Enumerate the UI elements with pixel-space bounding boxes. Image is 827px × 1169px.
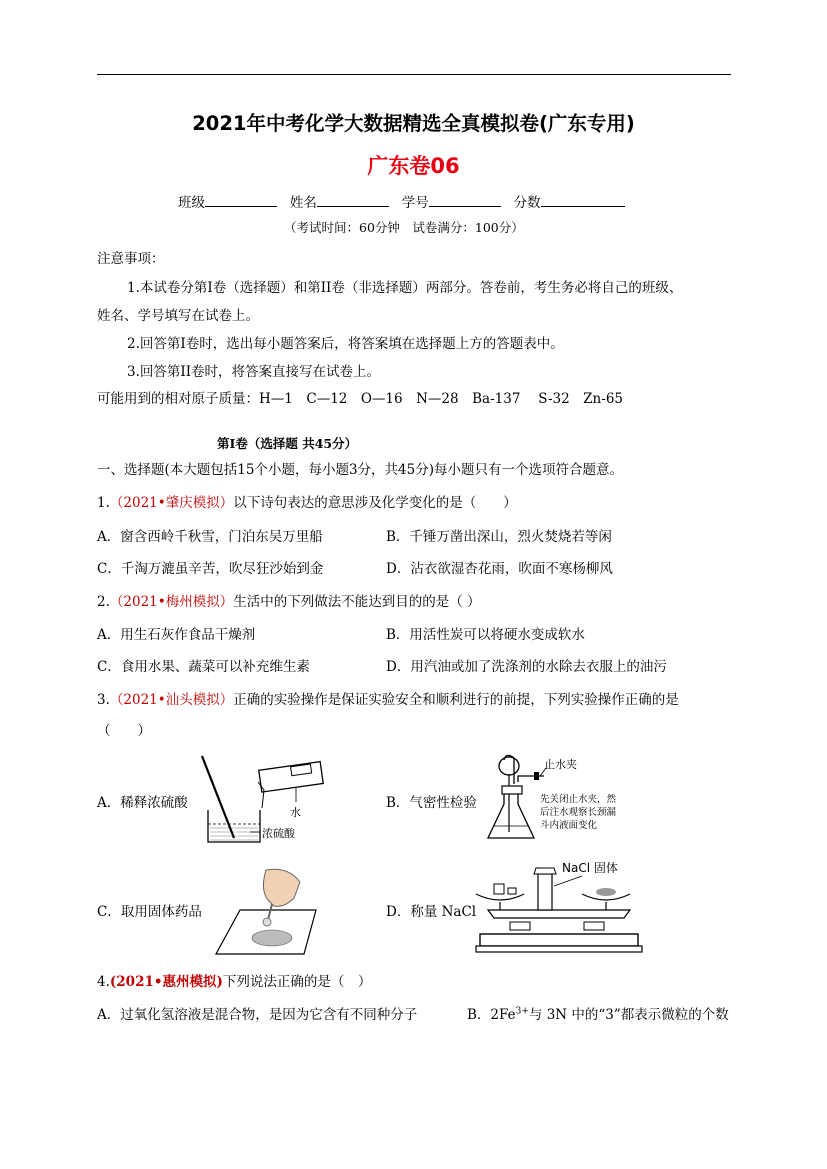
student-id-label: 学号 (401, 195, 429, 211)
q1-option-c[interactable]: C．千淘万漉虽辛苦，吹尽狂沙始到金 (97, 561, 324, 577)
q3-option-c[interactable]: C．取用固体药品 (97, 904, 202, 920)
student-info-line (178, 191, 625, 211)
q3-option-a[interactable]: A．稀释浓硫酸 (97, 795, 188, 811)
fig-a-water-label: 水 (290, 806, 301, 819)
class-field[interactable] (205, 194, 277, 207)
q4-stem: 下列说法正确的是（ ） (222, 974, 372, 990)
q2-source: （2021•梅州模拟） (109, 594, 234, 610)
q1-option-d[interactable]: D．沾衣欲湿杏花雨，吹面不寒杨柳风 (386, 561, 613, 577)
section-heading: 第Ⅰ卷（选择题 共45分） (217, 436, 358, 451)
question-2 (97, 590, 481, 610)
figure-airtight-check (484, 752, 644, 848)
q3-option-b[interactable]: B．气密性检验 (386, 795, 477, 811)
note-3: 3.回答第II卷时，将答案直接写在试卷上。 (127, 364, 381, 380)
q1-option-a[interactable]: A．窗含西岭千秋雪，门泊东吴万里船 (97, 529, 323, 545)
student-id-field[interactable] (429, 194, 501, 207)
q1-number: 1. (97, 495, 110, 511)
fig-b-note-2: 后注水观察长颈漏 (540, 807, 617, 818)
q4-option-b[interactable] (467, 1003, 729, 1023)
question-4 (97, 970, 371, 990)
question-3 (97, 688, 679, 708)
q3-number: 3. (97, 692, 110, 708)
q3-source: （2021•汕头模拟） (109, 692, 234, 708)
question-1 (97, 491, 517, 511)
q2-stem: 生活中的下列做法不能达到目的的是（ ） (233, 594, 481, 610)
q4-source: (2021•惠州模拟) (109, 974, 223, 990)
exam-time: （考试时间：60分钟 试卷满分：100分） (284, 220, 524, 235)
paper-subtitle: 广东卷06 (367, 154, 460, 178)
paper-title: 2021年中考化学大数据精选全真模拟卷(广东专用) (192, 112, 635, 135)
atomic-masses: 可能用到的相对原子质量：H—1 C—12 O—16 N—28 Ba-137 S-32 Zn-65 (97, 391, 623, 407)
q1-stem: 以下诗句表达的意思涉及化学变化的是（ ） (233, 495, 517, 511)
q4-option-b-sup: 3+ (515, 1006, 529, 1017)
note-2: 2.回答第I卷时，选出每小题答案后，将答案填在选择题上方的答题表中。 (127, 336, 564, 352)
fig-b-note-3: 斗内液面变化 (540, 820, 598, 831)
q4-option-a[interactable]: A．过氧化氢溶液是混合物，是因为它含有不同种分子 (97, 1007, 418, 1023)
section-intro: 一、选择题(本大题包括15个小题，每小题3分，共45分)每小题只有一个选项符合题意。 (97, 462, 623, 478)
q3-option-d[interactable]: D．称量 NaCl (386, 904, 477, 920)
note-1: 1.本试卷分第I卷（选择题）和第II卷（非选择题）两部分。答卷前，考生务必将自己的班级、 (127, 280, 683, 296)
note-1-cont: 姓名、学号填写在试卷上。 (97, 308, 259, 324)
q2-option-d[interactable]: D．用汽油或加了洗涤剂的水除去衣服上的油污 (386, 659, 667, 675)
q2-option-b[interactable]: B．用活性炭可以将硬水变成软水 (386, 627, 585, 643)
header-rule (97, 74, 731, 75)
q3-paren: （ ） (97, 723, 151, 739)
fig-a-acid-label: 浓硫酸 (262, 827, 295, 840)
name-field[interactable] (317, 194, 389, 207)
q3-stem: 正确的实验操作是保证实验安全和顺利进行的前提，下列实验操作正确的是 (233, 692, 679, 708)
name-label: 姓名 (289, 195, 317, 211)
q2-number: 2. (97, 594, 110, 610)
q4-option-b-post: 与 3N 中的“3”都表示微粒的个数 (528, 1007, 729, 1023)
q2-option-c[interactable]: C．食用水果、蔬菜可以补充维生素 (97, 659, 310, 675)
fig-b-note-1: 先关闭止水夹，然 (540, 794, 617, 805)
fig-d-label: NaCl 固体 (562, 861, 618, 875)
q2-option-a[interactable]: A．用生石灰作食品干燥剂 (97, 627, 256, 643)
score-label: 分数 (513, 195, 541, 211)
q1-source: （2021•肇庆模拟） (109, 495, 234, 511)
q4-number: 4. (97, 974, 110, 990)
class-label: 班级 (178, 195, 205, 211)
figure-solid-reagent (210, 866, 330, 958)
q4-option-b-pre: B．2Fe (467, 1007, 516, 1023)
fig-b-clamp-label: 止水夹 (544, 758, 577, 771)
notes-heading: 注意事项： (97, 251, 165, 267)
q1-option-b[interactable]: B．千锤万凿出深山，烈火焚烧若等闲 (386, 529, 612, 545)
figure-balance (474, 858, 644, 958)
figure-dilute-acid (200, 752, 340, 848)
score-field[interactable] (541, 194, 625, 207)
